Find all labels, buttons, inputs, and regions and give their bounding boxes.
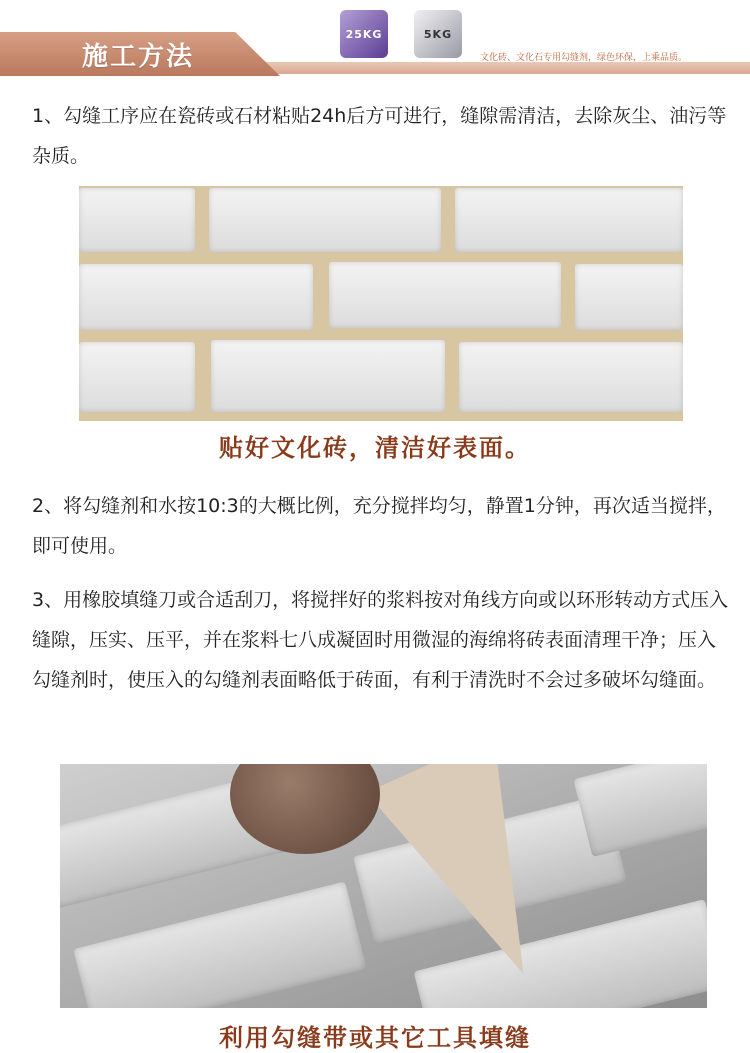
brick-wall-photo	[79, 186, 683, 421]
bag-label: 5KG	[423, 27, 453, 41]
grouting-photo	[60, 764, 707, 1008]
brick	[79, 342, 195, 412]
brick	[209, 188, 441, 252]
brick	[573, 764, 707, 857]
brick	[575, 264, 683, 330]
step-2-text: 2、将勾缝剂和水按10:3的大概比例，充分搅拌均匀，静置1分钟，再次适当搅拌，即可使用。	[32, 495, 726, 557]
photo-1-caption: 贴好文化砖，清洁好表面。	[219, 434, 531, 462]
step-1-text: 1、勾缝工序应在瓷砖或石材粘贴24h后方可进行，缝隙需清洁，去除灰尘、油污等杂质。	[32, 105, 727, 167]
brick	[459, 342, 683, 412]
bag-label: 25KG	[345, 27, 383, 41]
brick	[455, 188, 683, 252]
section-header	[0, 0, 750, 78]
photo-2-caption: 利用勾缝带或其它工具填缝	[219, 1024, 531, 1052]
brick	[79, 188, 195, 252]
section-title: 施工方法	[82, 42, 195, 72]
product-tagline: 文化砖、文化石专用勾缝剂，绿色环保，上乘品质。	[480, 53, 688, 63]
step-3-text: 3、用橡胶填缝刀或合适刮刀，将搅拌好的浆料按对角线方向或以环形转动方式压入缝隙，压实、压平，并在浆料七八成凝固时用微湿的海绵将砖表面清理干净；压入勾缝剂时，使压入的勾缝剂表面略低于砖面，有利于清洗时不会过多破坏勾缝面。	[32, 589, 729, 691]
product-bag-5kg	[414, 10, 462, 58]
brick	[211, 340, 445, 412]
brick	[329, 262, 561, 328]
header-divider	[250, 62, 750, 74]
product-bag-25kg	[340, 10, 388, 58]
brick	[79, 264, 313, 330]
brick	[73, 881, 366, 1008]
